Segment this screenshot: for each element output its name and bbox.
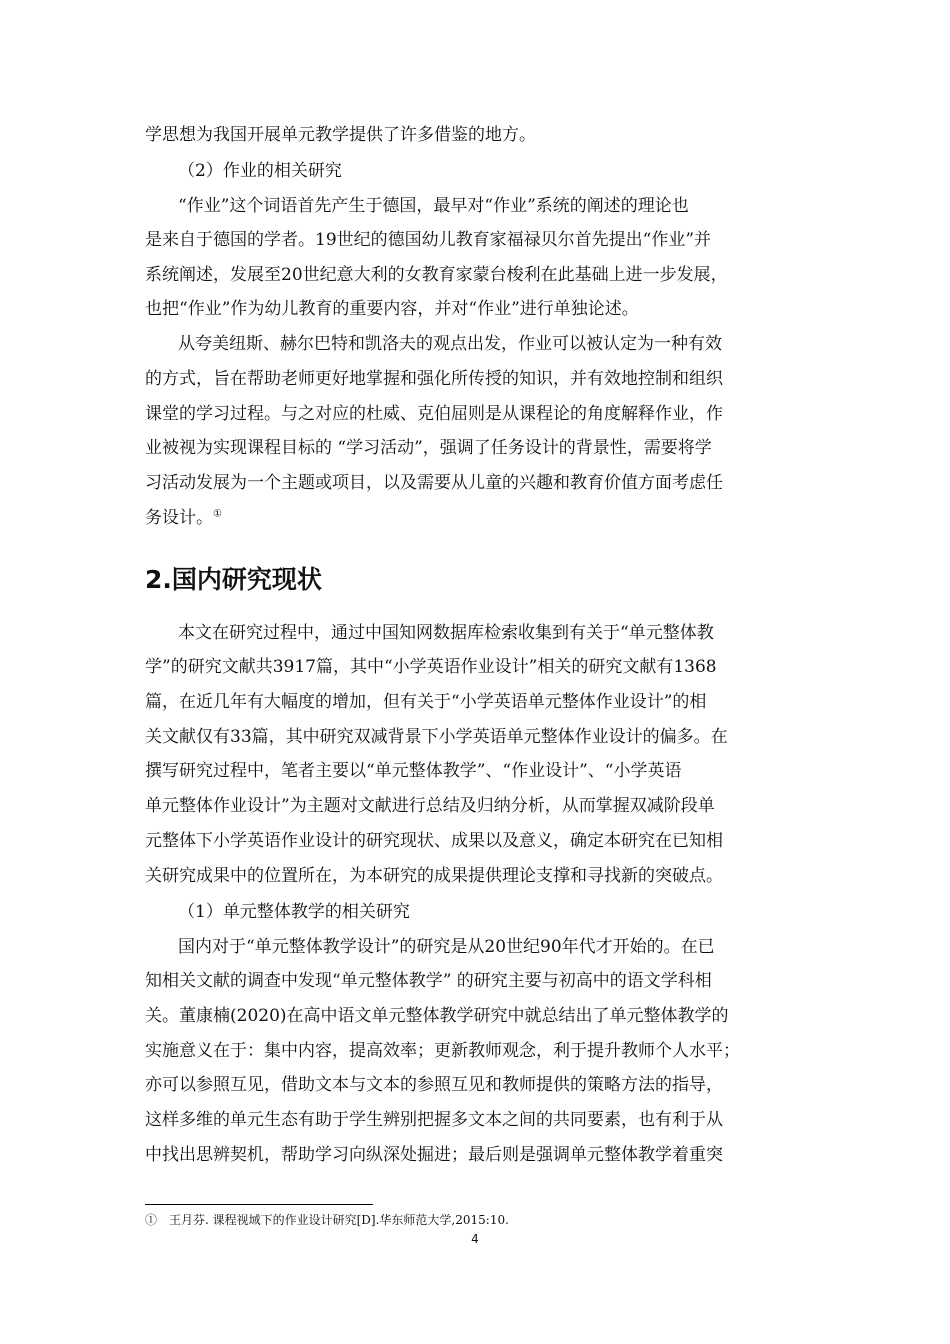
footnote: ① 王月芬. 课程视域下的作业设计研究[D].华东师范大学,2015:10. xyxy=(145,1213,509,1227)
body-line: “作业”这个词语首先产生于德国，最早对“作业”系统的阐述的理论也 xyxy=(178,196,689,216)
body-text: 务设计。 xyxy=(145,508,213,528)
body-line: 这样多维的单元生态有助于学生辨别把握多文本之间的共同要素，也有利于从 xyxy=(145,1110,723,1130)
body-line: 关研究成果中的位置所在，为本研究的成果提供理论支撑和寻找新的突破点。 xyxy=(145,866,723,886)
body-line: 从夸美纽斯、赫尔巴特和凯洛夫的观点出发，作业可以被认定为一种有效 xyxy=(178,334,722,354)
body-line: 篇，在近几年有大幅度的增加，但有关于“小学英语单元整体作业设计”的相 xyxy=(145,692,707,712)
body-line: 知相关文献的调查中发现“单元整体教学” 的研究主要与初高中的语文学科相 xyxy=(145,971,712,991)
body-line: 单元整体作业设计”为主题对文献进行总结及归纳分析，从而掌握双减阶段单 xyxy=(145,796,715,816)
body-line: 也把“作业”作为幼儿教育的重要内容，并对“作业”进行单独论述。 xyxy=(145,299,639,319)
body-line xyxy=(145,507,222,529)
body-line: 亦可以参照互见，借助文本与文本的参照互见和教师提供的策略方法的指导， xyxy=(145,1075,723,1095)
section-heading: 2.国内研究现状 xyxy=(145,565,322,594)
body-line: 是来自于德国的学者。19世纪的德国幼儿教育家福禄贝尔首先提出“作业”并 xyxy=(145,230,712,250)
body-line: 系统阐述，发展至20世纪意大利的女教育家蒙台梭利在此基础上进一步发展， xyxy=(145,265,728,285)
page-number: 4 xyxy=(471,1232,479,1246)
body-line: 实施意义在于：集中内容，提高效率；更新教师观念，利于提升教师个人水平； xyxy=(145,1041,740,1061)
body-line: 学思想为我国开展单元教学提供了许多借鉴的地方。 xyxy=(145,125,536,145)
footnote-divider xyxy=(145,1204,373,1205)
body-line: 本文在研究过程中，通过中国知网数据库检索收集到有关于“单元整体教 xyxy=(178,623,714,643)
body-line: 关文献仅有33篇，其中研究双减背景下小学英语单元整体作业设计的偏多。在 xyxy=(145,727,728,747)
body-line: 元整体下小学英语作业设计的研究现状、成果以及意义，确定本研究在已知相 xyxy=(145,831,723,851)
body-line: 国内对于“单元整体教学设计”的研究是从20世纪90年代才开始的。在已 xyxy=(178,937,715,957)
body-line: 习活动发展为一个主题或项目，以及需要从儿童的兴趣和教育价值方面考虑任 xyxy=(145,473,723,493)
body-line: 业被视为实现课程目标的 “学习活动”，强调了任务设计的背景性，需要将学 xyxy=(145,438,712,458)
body-line: 撰写研究过程中，笔者主要以“单元整体教学”、“作业设计”、“小学英语 xyxy=(145,761,682,781)
body-line: 的方式，旨在帮助老师更好地掌握和强化所传授的知识，并有效地控制和组织 xyxy=(145,369,723,389)
body-line: 中找出思辨契机，帮助学习向纵深处掘进；最后则是强调单元整体教学着重突 xyxy=(145,1145,723,1165)
subsection-title: （1）单元整体教学的相关研究 xyxy=(178,902,410,922)
footnote-marker[interactable]: ① xyxy=(213,508,222,520)
body-line: 学”的研究文献共3917篇，其中“小学英语作业设计”相关的研究文献有1368 xyxy=(145,657,717,677)
body-line: 关。董康楠(2020)在高中语文单元整体教学研究中就总结出了单元整体教学的 xyxy=(145,1006,729,1026)
body-line: 课堂的学习过程。与之对应的杜威、克伯屈则是从课程论的角度解释作业，作 xyxy=(145,404,723,424)
subsection-title: （2）作业的相关研究 xyxy=(178,161,342,181)
